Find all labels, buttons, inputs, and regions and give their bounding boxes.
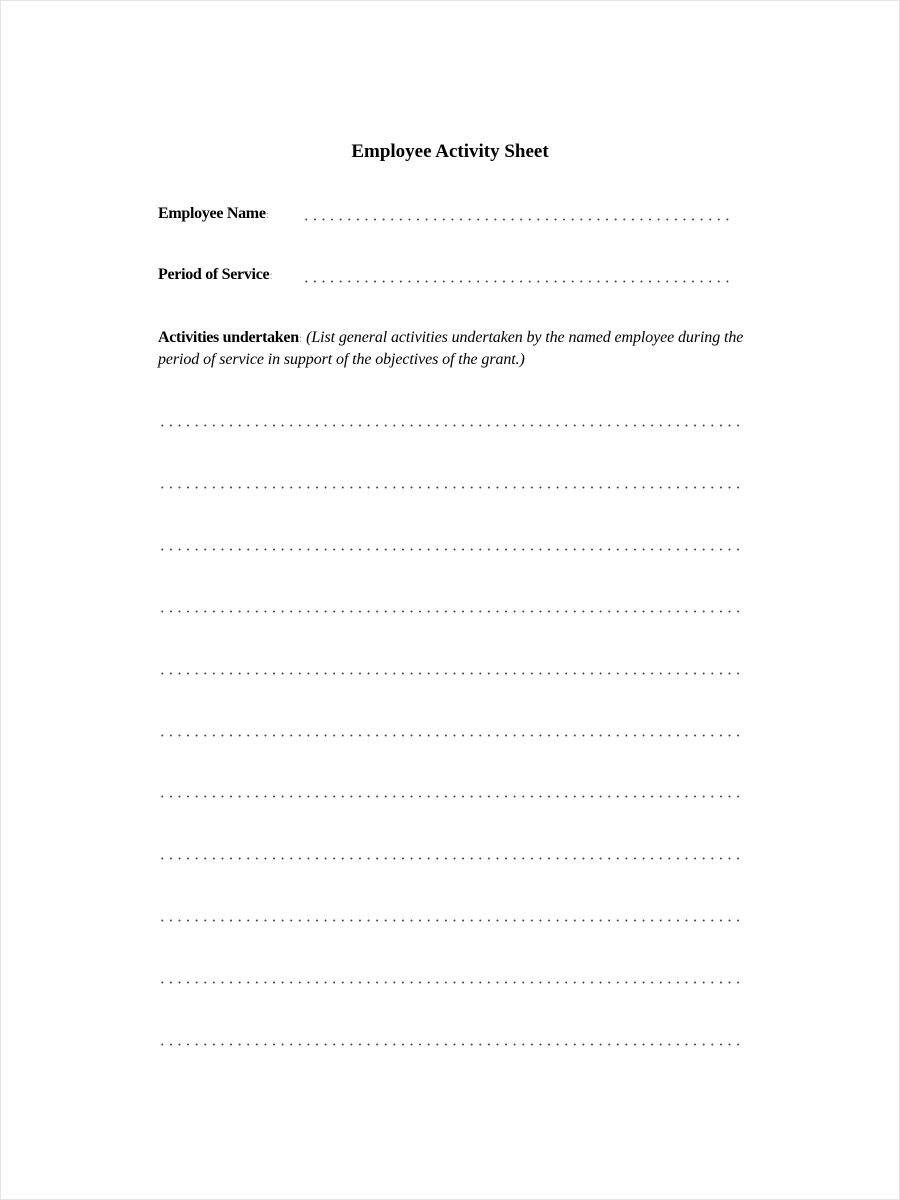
activity-line-field[interactable] [158, 981, 740, 984]
period-of-service-field[interactable] [302, 280, 732, 283]
employee-name-label [158, 205, 269, 223]
colon: : [269, 268, 273, 282]
period-of-service-label [158, 266, 272, 284]
page-title: Employee Activity Sheet [351, 141, 549, 162]
period-of-service-label-text: Period of Service [158, 266, 270, 283]
activity-line-field[interactable] [158, 919, 740, 922]
employee-name-field[interactable] [302, 218, 732, 221]
activity-line-field[interactable] [158, 424, 740, 427]
activity-line-field[interactable] [158, 672, 740, 675]
activities-label: Activities undertaken [158, 329, 299, 346]
activities-instruction-text: (List general activities undertaken by the named employee during the period of service in support of the objectives of the grant.) [158, 329, 744, 368]
employee-name-label-text: Employee Name [158, 205, 266, 222]
activity-line-field[interactable] [158, 857, 740, 860]
activity-line-field[interactable] [158, 486, 740, 489]
colon: : [298, 331, 303, 345]
activity-line-field[interactable] [158, 548, 740, 551]
activity-line-field[interactable] [158, 1043, 740, 1046]
activities-instructions [158, 327, 758, 371]
activity-line-field[interactable] [158, 610, 740, 613]
colon: : [265, 207, 269, 221]
activity-line-field[interactable] [158, 734, 740, 737]
activity-line-field[interactable] [158, 795, 740, 798]
